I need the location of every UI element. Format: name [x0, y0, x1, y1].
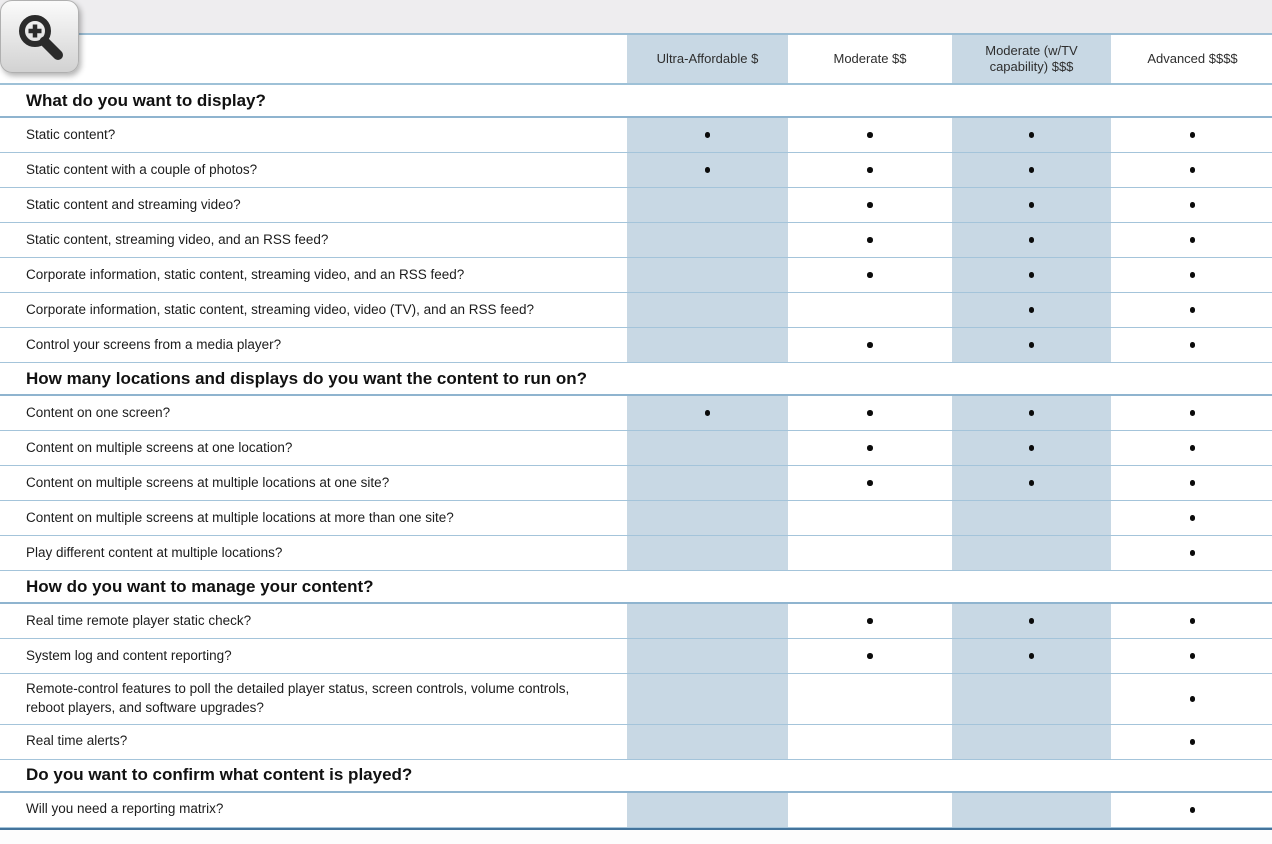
bullet-dot-icon [1190, 132, 1196, 138]
feature-empty-cell [950, 536, 1111, 570]
column-header-advanced: Advanced $$$$ [1111, 35, 1272, 83]
feature-included-cell [1111, 396, 1272, 430]
question-cell: Real time remote player static check? [26, 612, 252, 628]
table-row [0, 396, 1272, 431]
section-heading: What do you want to display? [0, 85, 1272, 118]
feature-empty-cell [625, 604, 788, 638]
feature-included-cell [625, 153, 788, 187]
question-cell: Static content with a couple of photos? [26, 161, 258, 177]
feature-empty-cell [788, 536, 950, 570]
feature-included-cell [788, 639, 950, 673]
feature-included-cell [788, 153, 950, 187]
feature-included-cell [1111, 118, 1272, 152]
table-body [0, 85, 1272, 828]
table-row [0, 604, 1272, 639]
section-heading: Do you want to confirm what content is played? [0, 760, 1272, 793]
question-cell: Static content? [26, 126, 116, 142]
feature-included-cell [1111, 639, 1272, 673]
feature-empty-cell [625, 466, 788, 500]
feature-empty-cell [788, 674, 950, 724]
feature-empty-cell [625, 639, 788, 673]
feature-included-cell [788, 258, 950, 292]
bullet-dot-icon [1029, 342, 1035, 348]
question-cell: Real time alerts? [26, 733, 128, 749]
feature-included-cell [788, 118, 950, 152]
feature-included-cell [950, 118, 1111, 152]
bullet-dot-icon [867, 237, 873, 243]
feature-empty-cell [625, 258, 788, 292]
feature-included-cell [1111, 501, 1272, 535]
table-row [0, 725, 1272, 760]
table-row [0, 258, 1272, 293]
bullet-dot-icon [867, 202, 873, 208]
column-header-moderate-tv: Moderate (w/TV capability) $$$ [950, 35, 1111, 83]
table-row [0, 223, 1272, 258]
table-row [0, 293, 1272, 328]
feature-included-cell [1111, 431, 1272, 465]
feature-included-cell [1111, 328, 1272, 362]
feature-empty-cell [788, 501, 950, 535]
feature-included-cell [788, 223, 950, 257]
feature-included-cell [950, 396, 1111, 430]
question-cell: System log and content reporting? [26, 647, 232, 663]
question-cell: Control your screens from a media player? [26, 336, 282, 352]
table-row [0, 328, 1272, 363]
question-cell: Will you need a reporting matrix? [26, 801, 224, 817]
feature-empty-cell [950, 725, 1111, 759]
feature-included-cell [950, 466, 1111, 500]
feature-included-cell [1111, 223, 1272, 257]
bullet-dot-icon [1190, 480, 1196, 486]
bullet-dot-icon [1029, 167, 1035, 173]
feature-empty-cell [625, 223, 788, 257]
bullet-dot-icon [1190, 653, 1196, 659]
table-row [0, 639, 1272, 674]
bullet-dot-icon [1029, 132, 1035, 138]
bullet-dot-icon [1190, 410, 1196, 416]
bullet-dot-icon [867, 342, 873, 348]
feature-included-cell [1111, 725, 1272, 759]
question-cell: Static content, streaming video, and an RSS feed? [26, 231, 329, 247]
feature-included-cell [788, 431, 950, 465]
table-row [0, 188, 1272, 223]
feature-empty-cell [625, 725, 788, 759]
feature-included-cell [1111, 604, 1272, 638]
bullet-dot-icon [1029, 237, 1035, 243]
bullet-dot-icon [867, 618, 873, 624]
feature-included-cell [788, 188, 950, 222]
feature-included-cell [950, 223, 1111, 257]
question-cell: Play different content at multiple locations? [26, 544, 283, 560]
feature-included-cell [950, 328, 1111, 362]
bullet-dot-icon [1029, 445, 1035, 451]
bullet-dot-icon [1029, 653, 1035, 659]
feature-included-cell [788, 328, 950, 362]
feature-included-cell [950, 639, 1111, 673]
question-cell: Content on one screen? [26, 404, 171, 420]
bullet-dot-icon [1029, 307, 1035, 313]
question-cell: Remote-control features to poll the detailed player status, screen controls, volume controls, reboot players, and software upgrades? [26, 681, 570, 715]
table-row [0, 466, 1272, 501]
feature-empty-cell [625, 674, 788, 724]
feature-included-cell [1111, 293, 1272, 327]
question-cell: Static content and streaming video? [26, 196, 241, 212]
bullet-dot-icon [1190, 167, 1196, 173]
feature-included-cell [625, 118, 788, 152]
question-cell: Content on multiple screens at one location? [26, 439, 293, 455]
feature-included-cell [1111, 793, 1272, 827]
bullet-dot-icon [1029, 410, 1035, 416]
bullet-dot-icon [867, 445, 873, 451]
feature-empty-cell [625, 431, 788, 465]
bullet-dot-icon [1190, 739, 1196, 745]
bullet-dot-icon [1190, 550, 1196, 556]
table-row [0, 536, 1272, 571]
bullet-dot-icon [1190, 807, 1196, 813]
bullet-dot-icon [1190, 515, 1196, 521]
feature-included-cell [1111, 674, 1272, 724]
bullet-dot-icon [1029, 202, 1035, 208]
bullet-dot-icon [1190, 272, 1196, 278]
feature-included-cell [1111, 258, 1272, 292]
bullet-dot-icon [1029, 618, 1035, 624]
feature-empty-cell [950, 793, 1111, 827]
feature-empty-cell [788, 293, 950, 327]
bullet-dot-icon [867, 167, 873, 173]
feature-included-cell [1111, 466, 1272, 500]
feature-empty-cell [625, 188, 788, 222]
feature-empty-cell [950, 501, 1111, 535]
feature-included-cell [950, 431, 1111, 465]
feature-empty-cell [625, 501, 788, 535]
question-cell: Corporate information, static content, streaming video, and an RSS feed? [26, 266, 465, 282]
bullet-dot-icon [1029, 480, 1035, 486]
bullet-dot-icon [867, 272, 873, 278]
column-header-moderate: Moderate $$ [788, 35, 950, 83]
feature-included-cell [625, 396, 788, 430]
bullet-dot-icon [1029, 272, 1035, 278]
feature-empty-cell [950, 674, 1111, 724]
section-heading: How many locations and displays do you want the content to run on? [0, 363, 1272, 396]
comparison-table [0, 33, 1272, 830]
bullet-dot-icon [1190, 696, 1196, 702]
feature-included-cell [1111, 536, 1272, 570]
table-header-row [0, 35, 1272, 85]
table-row [0, 153, 1272, 188]
bullet-dot-icon [705, 410, 711, 416]
feature-empty-cell [788, 725, 950, 759]
table-row [0, 501, 1272, 536]
feature-included-cell [950, 188, 1111, 222]
zoom-in-icon [15, 12, 65, 62]
bullet-dot-icon [1190, 618, 1196, 624]
feature-empty-cell [625, 293, 788, 327]
table-row [0, 118, 1272, 153]
bullet-dot-icon [1190, 237, 1196, 243]
feature-empty-cell [788, 793, 950, 827]
question-cell: Content on multiple screens at multiple locations at one site? [26, 474, 390, 490]
question-cell: Corporate information, static content, streaming video, video (TV), and an RSS feed? [26, 301, 535, 317]
zoom-in-button[interactable] [0, 0, 79, 73]
feature-empty-cell [625, 793, 788, 827]
table-row [0, 793, 1272, 828]
bullet-dot-icon [1190, 342, 1196, 348]
feature-empty-cell [625, 328, 788, 362]
feature-included-cell [1111, 188, 1272, 222]
table-row [0, 674, 1272, 725]
feature-included-cell [950, 293, 1111, 327]
question-column-header [0, 35, 625, 83]
feature-included-cell [950, 604, 1111, 638]
bullet-dot-icon [1190, 202, 1196, 208]
top-strip [0, 0, 1272, 33]
feature-included-cell [950, 258, 1111, 292]
table-row [0, 431, 1272, 466]
bullet-dot-icon [867, 480, 873, 486]
feature-included-cell [1111, 153, 1272, 187]
bullet-dot-icon [705, 167, 711, 173]
question-cell: Content on multiple screens at multiple locations at more than one site? [26, 509, 454, 525]
bullet-dot-icon [1190, 307, 1196, 313]
feature-included-cell [788, 466, 950, 500]
feature-empty-cell [625, 536, 788, 570]
feature-included-cell [788, 604, 950, 638]
bullet-dot-icon [1190, 445, 1196, 451]
bullet-dot-icon [705, 132, 711, 138]
bullet-dot-icon [867, 132, 873, 138]
feature-included-cell [788, 396, 950, 430]
bullet-dot-icon [867, 410, 873, 416]
feature-included-cell [950, 153, 1111, 187]
section-heading: How do you want to manage your content? [0, 571, 1272, 604]
bullet-dot-icon [867, 653, 873, 659]
column-header-ultra-affordable: Ultra-Affordable $ [625, 35, 788, 83]
